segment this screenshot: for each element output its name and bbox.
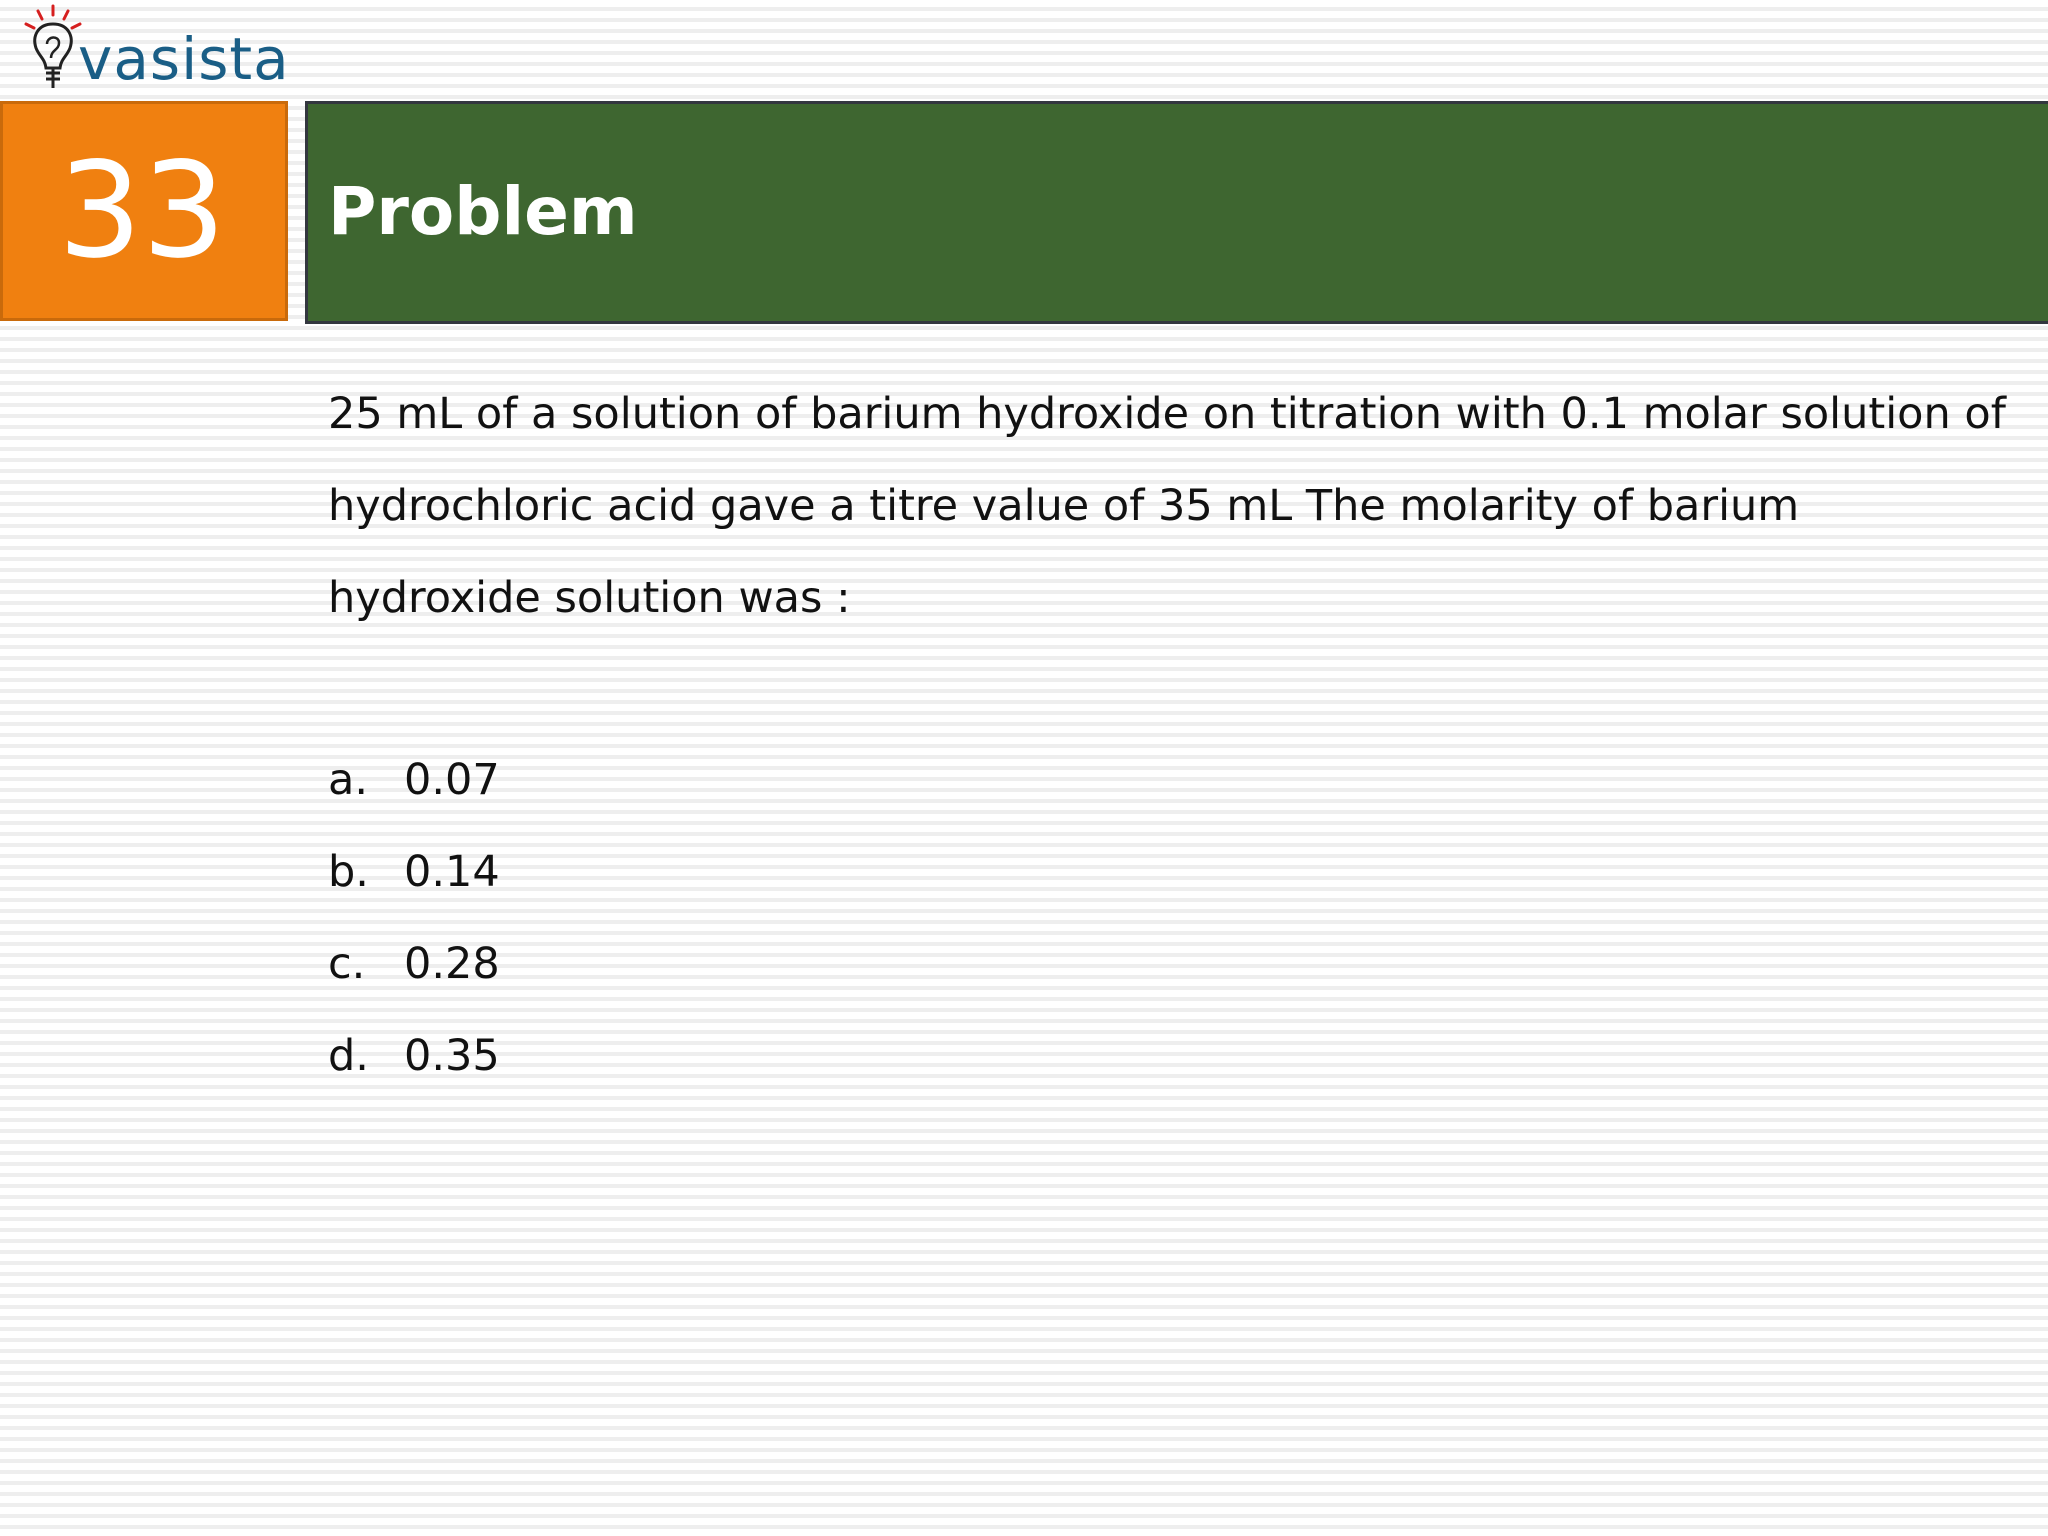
- title-bar: [305, 101, 2048, 324]
- option-value: 0.35: [404, 1031, 500, 1081]
- option-value: 0.14: [404, 847, 500, 897]
- option-b: [328, 826, 500, 918]
- slide-number: 33: [58, 134, 226, 288]
- answer-options: [328, 734, 500, 1102]
- option-letter: b.: [328, 847, 369, 897]
- option-a: [328, 734, 500, 826]
- option-letter: a.: [328, 755, 369, 805]
- option-c: [328, 918, 500, 1010]
- slide-title: Problem: [328, 173, 638, 250]
- option-value: 0.28: [404, 939, 500, 989]
- slide-number-badge: [0, 101, 288, 321]
- option-d: [328, 1010, 500, 1102]
- vasista-logo: [18, 2, 288, 98]
- question-text: 25 mL of a solution of barium hydroxide on titration with 0.1 molar solution of hydrochloric acid gave a titre value of 35 mL The molarity of barium hydroxide solution was :: [328, 389, 2006, 623]
- option-letter: c.: [328, 939, 366, 989]
- logo-text: vasista: [78, 25, 290, 93]
- option-letter: d.: [328, 1031, 369, 1081]
- option-value: 0.07: [404, 755, 500, 805]
